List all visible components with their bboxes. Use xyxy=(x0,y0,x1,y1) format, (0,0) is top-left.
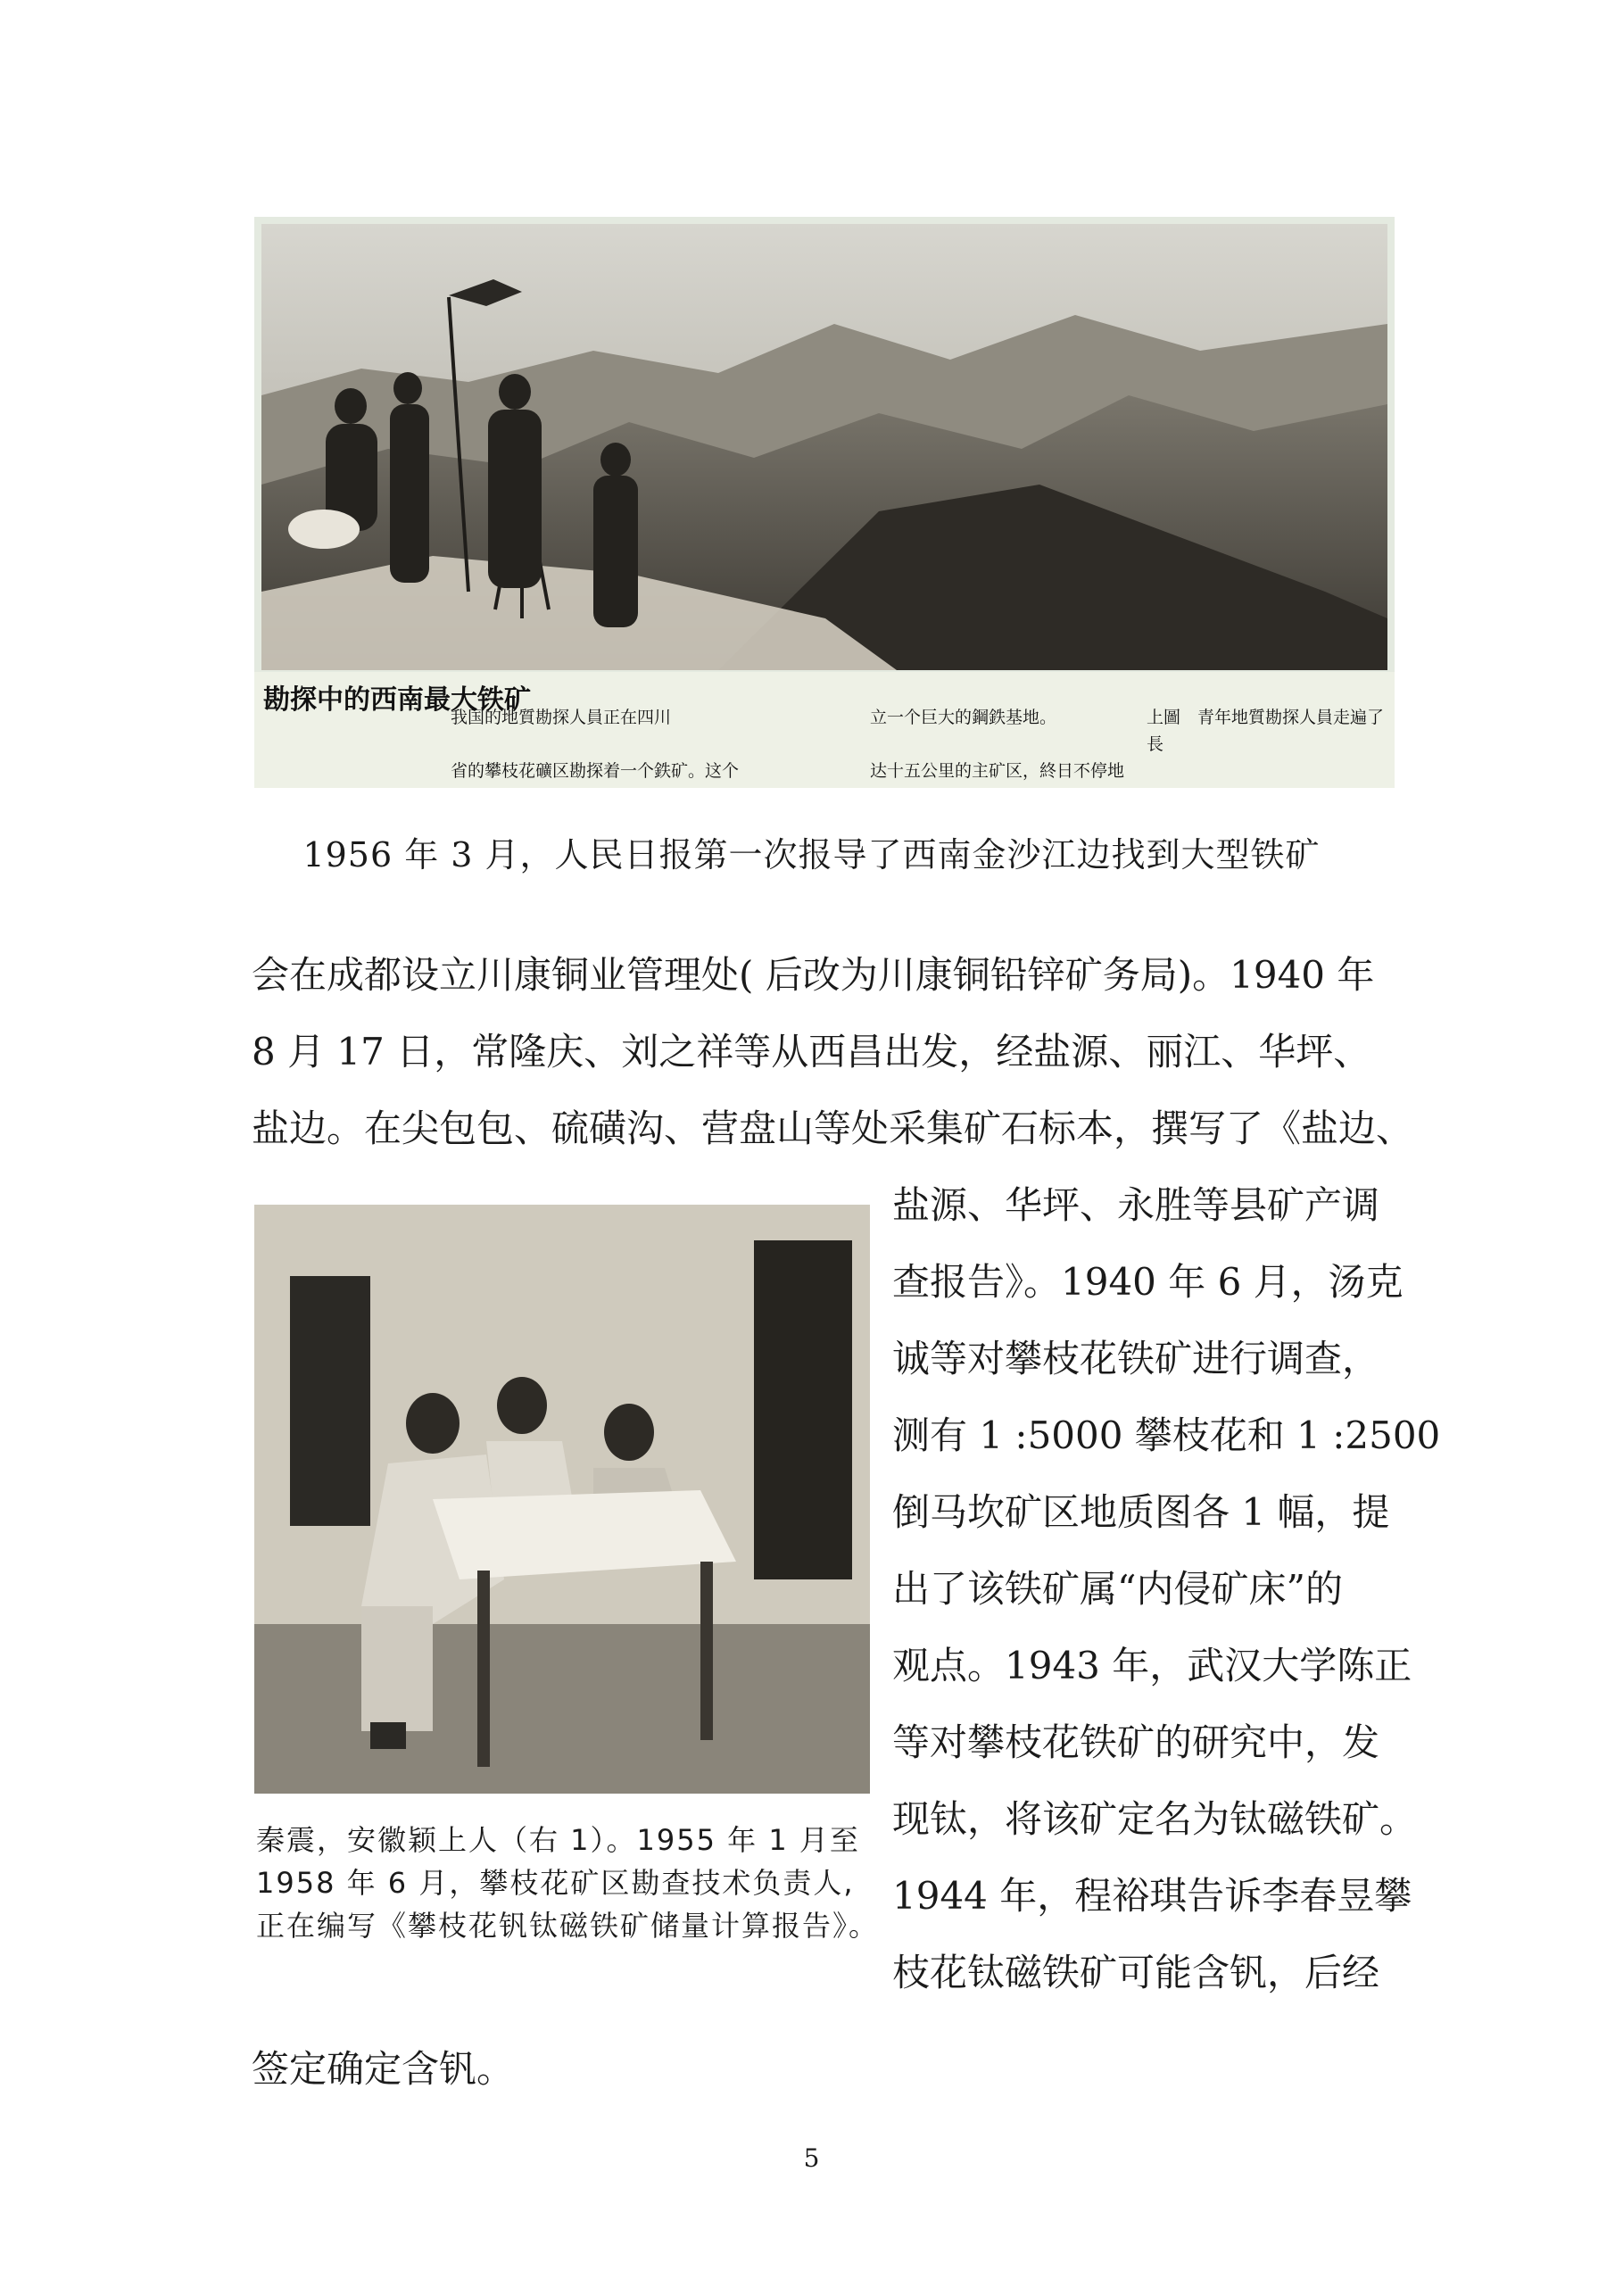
portrait-caption: 秦震，安徽颖上人（右 1）。1955 年 1 月至 1958 年 6 月，攀枝花矿区勘查技术负责人,正在编写《攀枝花钒钛磁铁矿储量计算报告》。 xyxy=(256,1823,880,1943)
portrait-photo xyxy=(254,1205,870,1794)
clipping-photo-caption: 1956 年 3 月，人民日报第一次报导了西南金沙江边找到大型铁矿 xyxy=(302,835,1321,874)
paragraph-line: 8 月 17 日，常隆庆、刘之祥等从西昌出发，经盐源、丽江、华坪、 xyxy=(252,1030,1371,1073)
clipping-col1-line: 我国的地質勘探人員正在四川 xyxy=(451,708,672,727)
clipping-headline: 勘探中的西南最大铁矿 xyxy=(263,684,531,716)
clipping-text-column-2 xyxy=(870,677,1138,788)
clipping-col2-line: 立一个巨大的鋼鉄基地。 xyxy=(870,708,1057,727)
newspaper-clipping-photo xyxy=(254,217,1395,788)
clipping-text-column-3 xyxy=(1147,677,1387,788)
paragraph-wrap-line: 倒马坎矿区地质图各 1 幅，提 xyxy=(892,1490,1390,1534)
paragraph-wrap-line: 等对攀枝花铁矿的研究中，发 xyxy=(892,1720,1380,1764)
clipping-col2-line: 达十五公里的主矿区，終日不停地 xyxy=(870,761,1125,781)
desk-scene-image xyxy=(254,1205,870,1794)
clipping-col1-line: 省的攀枝花礦区勘探着一个鉄矿。这个 xyxy=(451,761,740,781)
paragraph-wrap-line: 查报告》。1940 年 6 月，汤克 xyxy=(892,1260,1404,1304)
paragraph-line: 盐边。在尖包包、硫磺沟、营盘山等处采集矿石标本，撰写了《盐边、 xyxy=(252,1107,1414,1150)
paragraph-line: 会在成都设立川康铜业管理处( 后改为川康铜铅锌矿务局)。1940 年 xyxy=(252,953,1375,997)
clipping-caption-area xyxy=(254,672,1395,788)
paragraph-wrap-line: 盐源、华坪、永胜等县矿产调 xyxy=(892,1183,1380,1227)
paragraph-wrap-line: 1944 年，程裕琪告诉李春昱攀 xyxy=(892,1874,1412,1918)
paragraph-end-line: 签定确定含钒。 xyxy=(252,2047,515,2091)
paragraph-wrap-line: 出了该铁矿属“内侵矿床”的 xyxy=(892,1567,1343,1611)
paragraph-wrap-line: 观点。1943 年，武汉大学陈正 xyxy=(892,1644,1412,1687)
paragraph-wrap-line: 测有 1 :5000 攀枝花和 1 :2500 xyxy=(892,1413,1441,1457)
clipping-col3-line xyxy=(1147,784,1387,788)
clipping-col3-line: 上圖 青年地質勘探人員走遍了長 xyxy=(1147,708,1385,754)
page-number: 5 xyxy=(803,2143,820,2173)
paragraph-wrap-line: 诚等对攀枝花铁矿进行调查， xyxy=(892,1337,1380,1380)
paragraph-wrap-line: 枝花钛磁铁矿可能含钒，后经 xyxy=(892,1951,1380,1994)
clipping-text-column-1 xyxy=(451,677,754,788)
paragraph-wrap-line: 现钛，将该矿定名为钛磁铁矿。 xyxy=(892,1797,1418,1841)
